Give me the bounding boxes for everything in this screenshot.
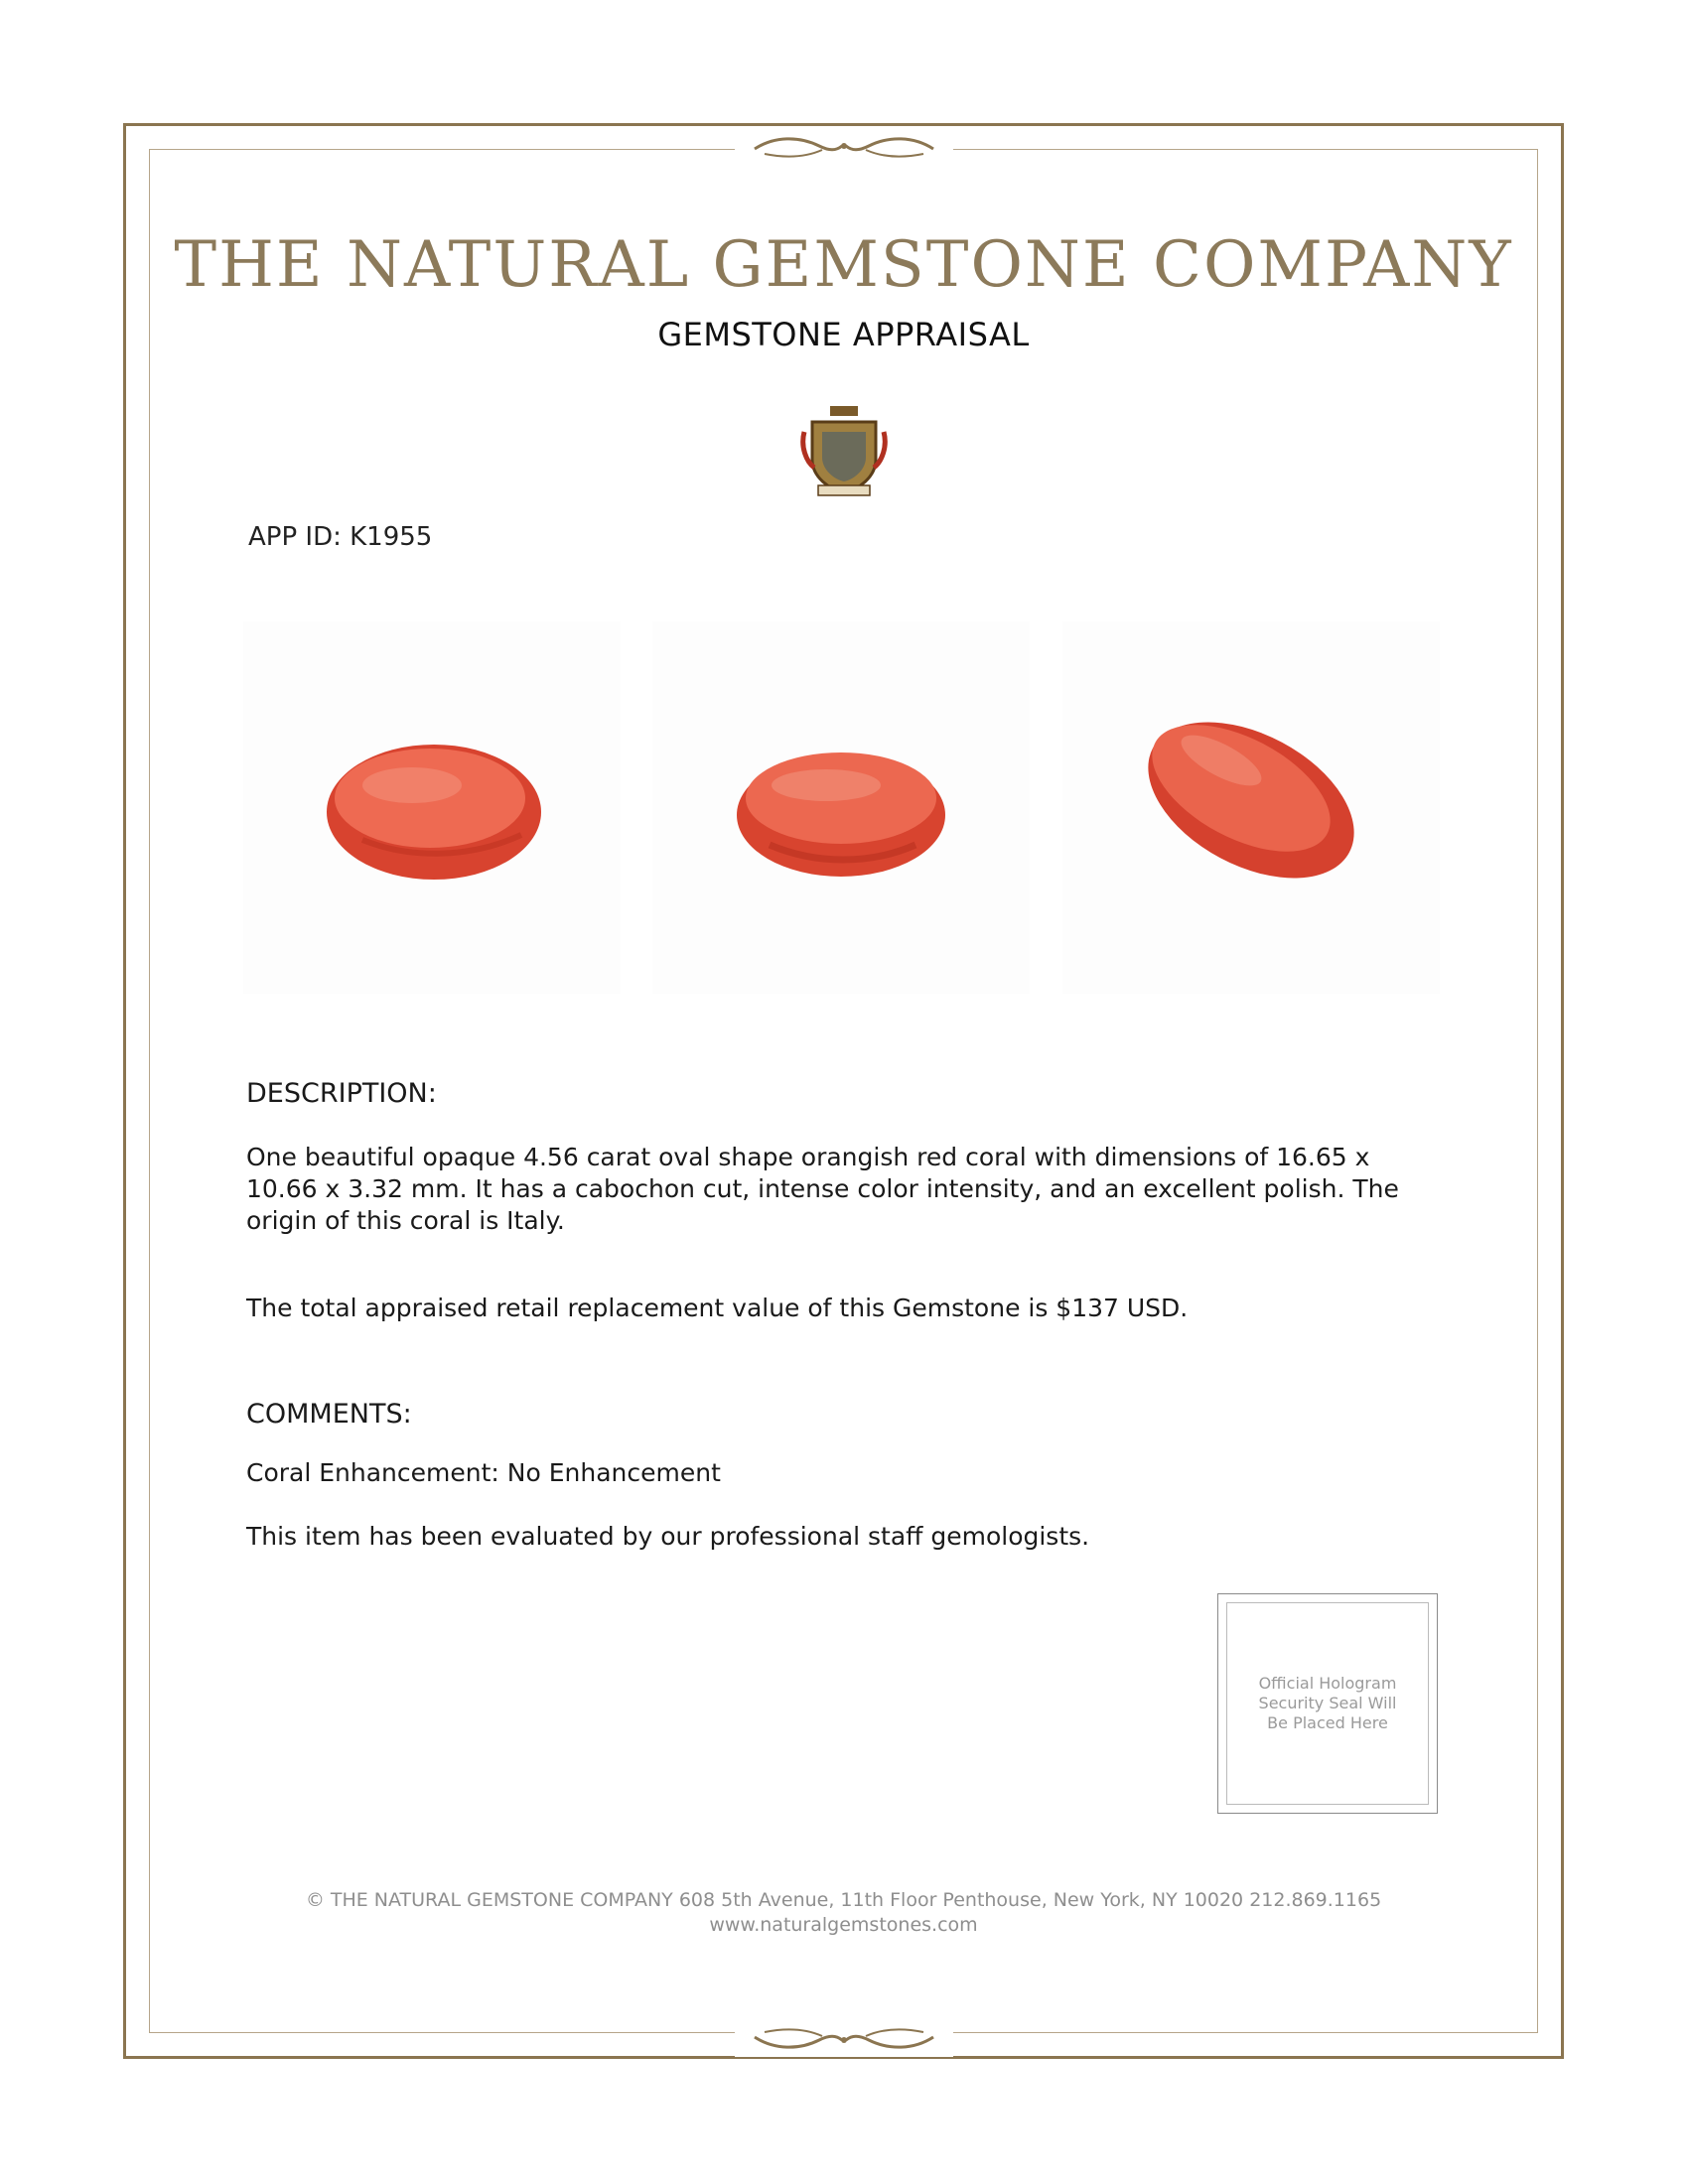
flourish-icon: [745, 134, 943, 164]
coral-photo-front: [243, 621, 621, 994]
flourish-icon: [745, 2022, 943, 2052]
company-name: THE NATURAL GEMSTONE COMPANY: [174, 228, 1513, 302]
description-heading: DESCRIPTION:: [246, 1078, 437, 1109]
coral-photo-angle: [1062, 621, 1440, 994]
bottom-ornament: [735, 2017, 953, 2057]
description-text: One beautiful opaque 4.56 carat oval shape orangish red coral with dimensions of 16.65 x 10.66 x 3.32 mm. It has a cabochon cut, intense color intensity, and an excellent polish. The origin of this coral is Italy.: [246, 1143, 1399, 1235]
hologram-seal-placeholder: [1217, 1593, 1438, 1814]
seal-text: Official Hologram Security Seal Will Be Placed Here: [1258, 1674, 1397, 1732]
footer-address: © THE NATURAL GEMSTONE COMPANY 608 5th Avenue, 11th Floor Penthouse, New York, NY 10020 212.869.1165: [305, 1889, 1382, 1911]
top-ornament: [735, 129, 953, 169]
heraldic-crest-icon: [800, 402, 888, 501]
value-statement: The total appraised retail replacement value of this Gemstone is $137 USD.: [246, 1294, 1189, 1322]
enhancement-comment: Coral Enhancement: No Enhancement: [246, 1458, 721, 1487]
comments-heading: COMMENTS:: [246, 1399, 412, 1430]
app-id: APP ID: K1955: [248, 522, 433, 552]
footer-website[interactable]: www.naturalgemstones.com: [709, 1914, 978, 1936]
seal-inner-border: [1226, 1602, 1429, 1805]
evaluation-comment: This item has been evaluated by our professional staff gemologists.: [246, 1522, 1090, 1551]
document-title: GEMSTONE APPRAISAL: [657, 316, 1030, 353]
coral-photo-side: [652, 621, 1030, 994]
gemstone-photos: [243, 621, 1440, 994]
